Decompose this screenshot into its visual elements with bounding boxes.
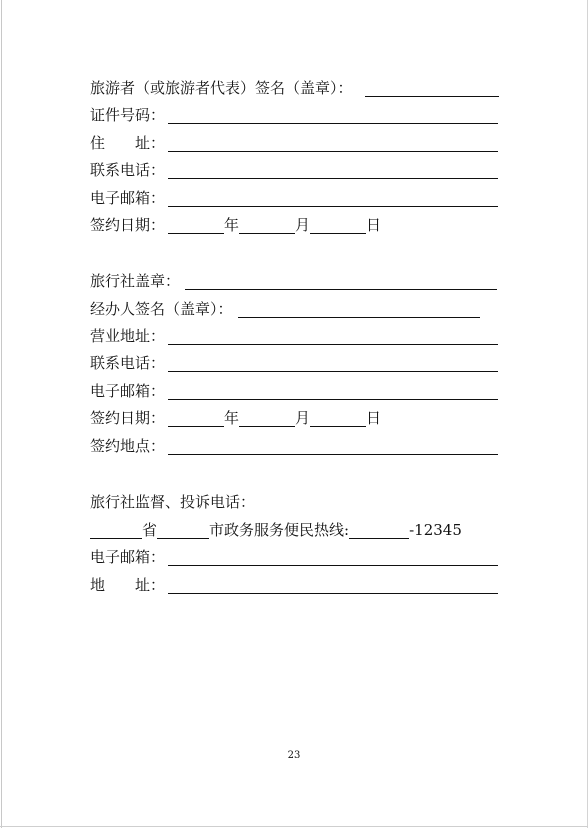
tourist-day-text: 日 — [366, 216, 382, 234]
agency-month-line[interactable] — [239, 411, 295, 427]
supervision-email-line[interactable] — [168, 550, 498, 566]
tourist-id-row — [90, 102, 498, 124]
hotline-row — [90, 517, 462, 539]
supervision-email-row — [90, 544, 498, 566]
hotline-number: -12345 — [409, 521, 462, 539]
supervision-email-label: 电子邮箱： — [90, 548, 166, 566]
agency-phone-label: 联系电话： — [90, 354, 166, 372]
agency-seal-line[interactable] — [185, 274, 497, 290]
agency-email-row — [90, 378, 498, 400]
tourist-date-label: 签约日期： — [90, 216, 166, 234]
agency-month-text: 月 — [295, 409, 311, 427]
supervision-address-row — [90, 572, 498, 594]
tourist-address-line[interactable] — [168, 136, 498, 152]
agency-seal-label: 旅行社盖章： — [90, 272, 181, 290]
tourist-phone-row — [90, 157, 498, 179]
agency-email-line[interactable] — [168, 384, 498, 400]
agency-address-row — [90, 323, 498, 345]
tourist-year-text: 年 — [224, 216, 240, 234]
agency-address-line[interactable] — [168, 329, 498, 345]
tourist-month-line[interactable] — [239, 218, 295, 234]
page-left-edge — [1, 0, 2, 828]
tourist-email-label: 电子邮箱： — [90, 189, 166, 207]
agency-place-row — [90, 433, 498, 455]
agency-date-row — [90, 405, 381, 427]
agency-place-label: 签约地点： — [90, 437, 166, 455]
agency-year-line[interactable] — [168, 411, 224, 427]
tourist-day-line[interactable] — [310, 218, 366, 234]
tourist-id-line[interactable] — [168, 108, 498, 124]
agency-year-text: 年 — [224, 409, 240, 427]
agency-seal-row — [90, 268, 497, 290]
tourist-date-row — [90, 212, 381, 234]
city-line[interactable] — [157, 523, 209, 539]
supervision-heading: 旅行社监督、投诉电话： — [90, 493, 256, 511]
tourist-signature-line[interactable] — [365, 81, 499, 97]
hotline-colon: : — [344, 521, 350, 539]
agency-date-label: 签约日期： — [90, 409, 166, 427]
tourist-signature-label: 旅游者（或旅游者代表）签名（盖章）： — [90, 79, 353, 97]
tourist-id-label: 证件号码： — [90, 106, 166, 124]
agency-address-label: 营业地址： — [90, 327, 166, 345]
tourist-month-text: 月 — [295, 216, 311, 234]
agent-signature-row — [90, 296, 480, 318]
agency-phone-line[interactable] — [168, 356, 498, 372]
tourist-email-line[interactable] — [168, 191, 498, 207]
province-line[interactable] — [90, 523, 142, 539]
tourist-year-line[interactable] — [168, 218, 224, 234]
agency-phone-row — [90, 350, 498, 372]
tourist-phone-label: 联系电话： — [90, 161, 166, 179]
tourist-phone-line[interactable] — [168, 163, 498, 179]
supervision-heading-row — [90, 489, 255, 511]
tourist-email-row — [90, 185, 498, 207]
agency-day-text: 日 — [366, 409, 382, 427]
tourist-signature-row — [90, 75, 499, 97]
agency-email-label: 电子邮箱： — [90, 382, 166, 400]
supervision-address-line[interactable] — [168, 578, 498, 594]
supervision-address-label: 地 址： — [90, 576, 166, 594]
agent-signature-line[interactable] — [238, 302, 480, 318]
agency-day-line[interactable] — [310, 411, 366, 427]
tourist-address-row — [90, 130, 498, 152]
province-text: 省 — [142, 521, 158, 539]
city-hotline-text: 市政务服务便民热线 — [209, 521, 345, 539]
agency-place-line[interactable] — [168, 439, 498, 455]
hotline-prefix-line[interactable] — [349, 523, 409, 539]
page-number: 23 — [287, 750, 301, 761]
tourist-address-label: 住 址： — [90, 134, 166, 152]
agent-signature-label: 经办人签名（盖章）： — [90, 300, 233, 318]
page-bottom-edge — [0, 826, 588, 827]
